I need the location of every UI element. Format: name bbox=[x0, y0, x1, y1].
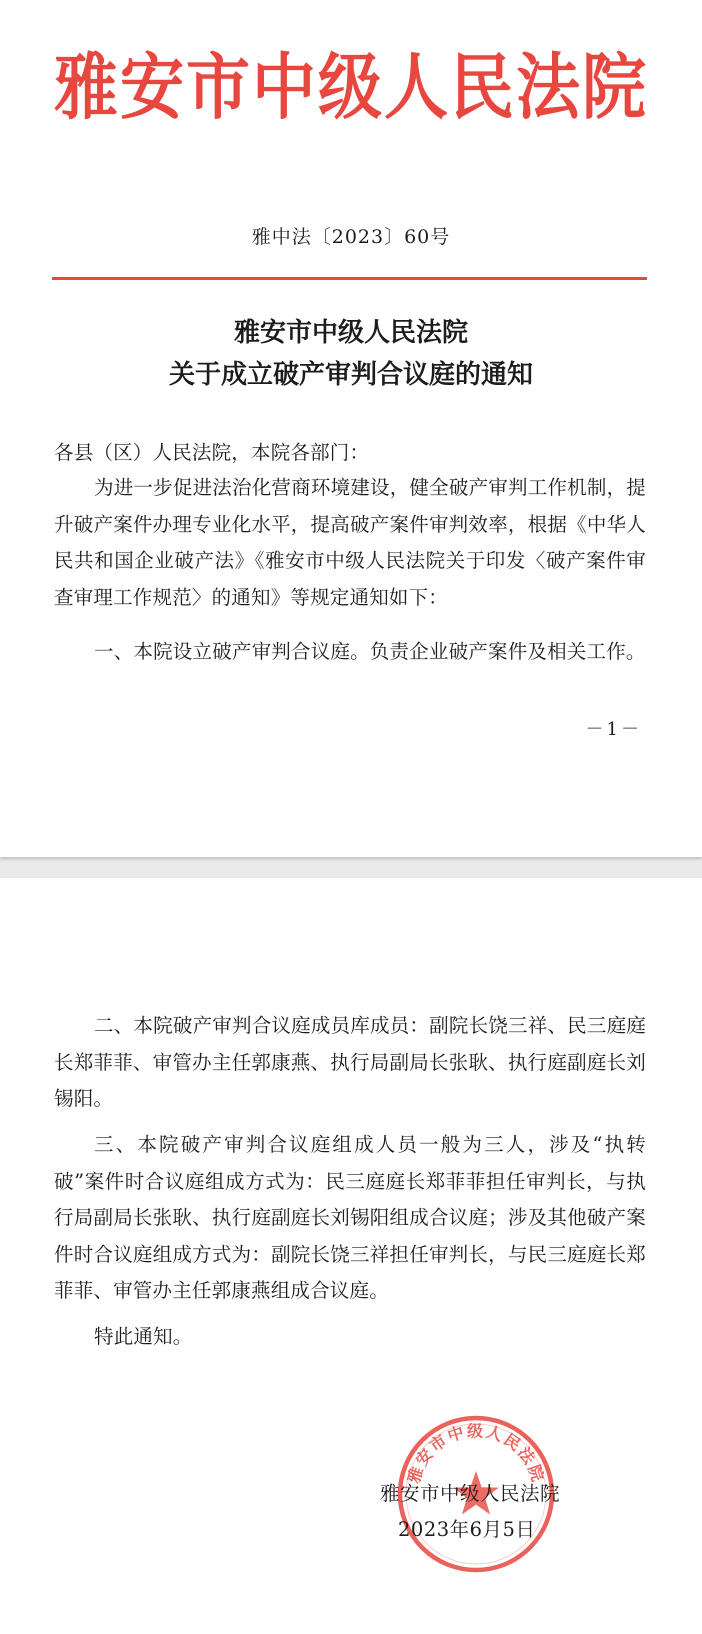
red-divider-line bbox=[52, 277, 647, 280]
body-paragraph-item-1: 一、本院设立破产审判合议庭。负责企业破产案件及相关工作。 bbox=[94, 640, 646, 663]
body-paragraph-intro: 为进一步促进法治化营商环境建设，健全破产审判工作机制，提升破产案件办理专业化水平，提高破产案件审判效率，根据《中华人民共和国企业破产法》《雅安市中级人民法院关于印发〈破产案件审查审理工作规范〉的通知》等规定通知如下： bbox=[54, 476, 646, 609]
salutation: 各县（区）人民法院，本院各部门： bbox=[54, 441, 370, 464]
page-number: －1－ bbox=[585, 719, 642, 740]
signature-date: 2023年6月5日 bbox=[398, 1518, 536, 1541]
body-paragraph-item-2: 二、本院破产审判合议庭成员库成员：副院长饶三祥、民三庭庭长郑菲菲、审管办主任郭康燕、执行局副局长张耿、执行庭副庭长刘锡阳。 bbox=[54, 1014, 646, 1110]
notice-title-line-1: 雅安市中级人民法院 bbox=[233, 318, 468, 348]
signature-organization: 雅安市中级人民法院 bbox=[380, 1482, 561, 1505]
closing-remark: 特此通知。 bbox=[94, 1325, 193, 1348]
seal-arc-text: 雅安市中级人民法院 bbox=[403, 1421, 549, 1486]
notice-title-line-2: 关于成立破产审判合议庭的通知 bbox=[168, 360, 533, 390]
masthead-title: 雅安市中级人民法院 bbox=[54, 46, 648, 130]
body-paragraph-item-3: 三、本院破产审判合议庭组成人员一般为三人，涉及“执转破”案件时合议庭组成方式为：民三庭庭长郑菲菲担任审判长，与执行局副局长张耿、执行庭副庭长刘锡阳组成合议庭；涉及其他破产案件时合议庭组成方式为：副院长饶三祥担任审判长，与民三庭庭长郑菲菲、审管办主任郭康燕组成合议庭。 bbox=[54, 1133, 646, 1302]
document-number: 雅中法〔2023〕60号 bbox=[251, 226, 451, 248]
